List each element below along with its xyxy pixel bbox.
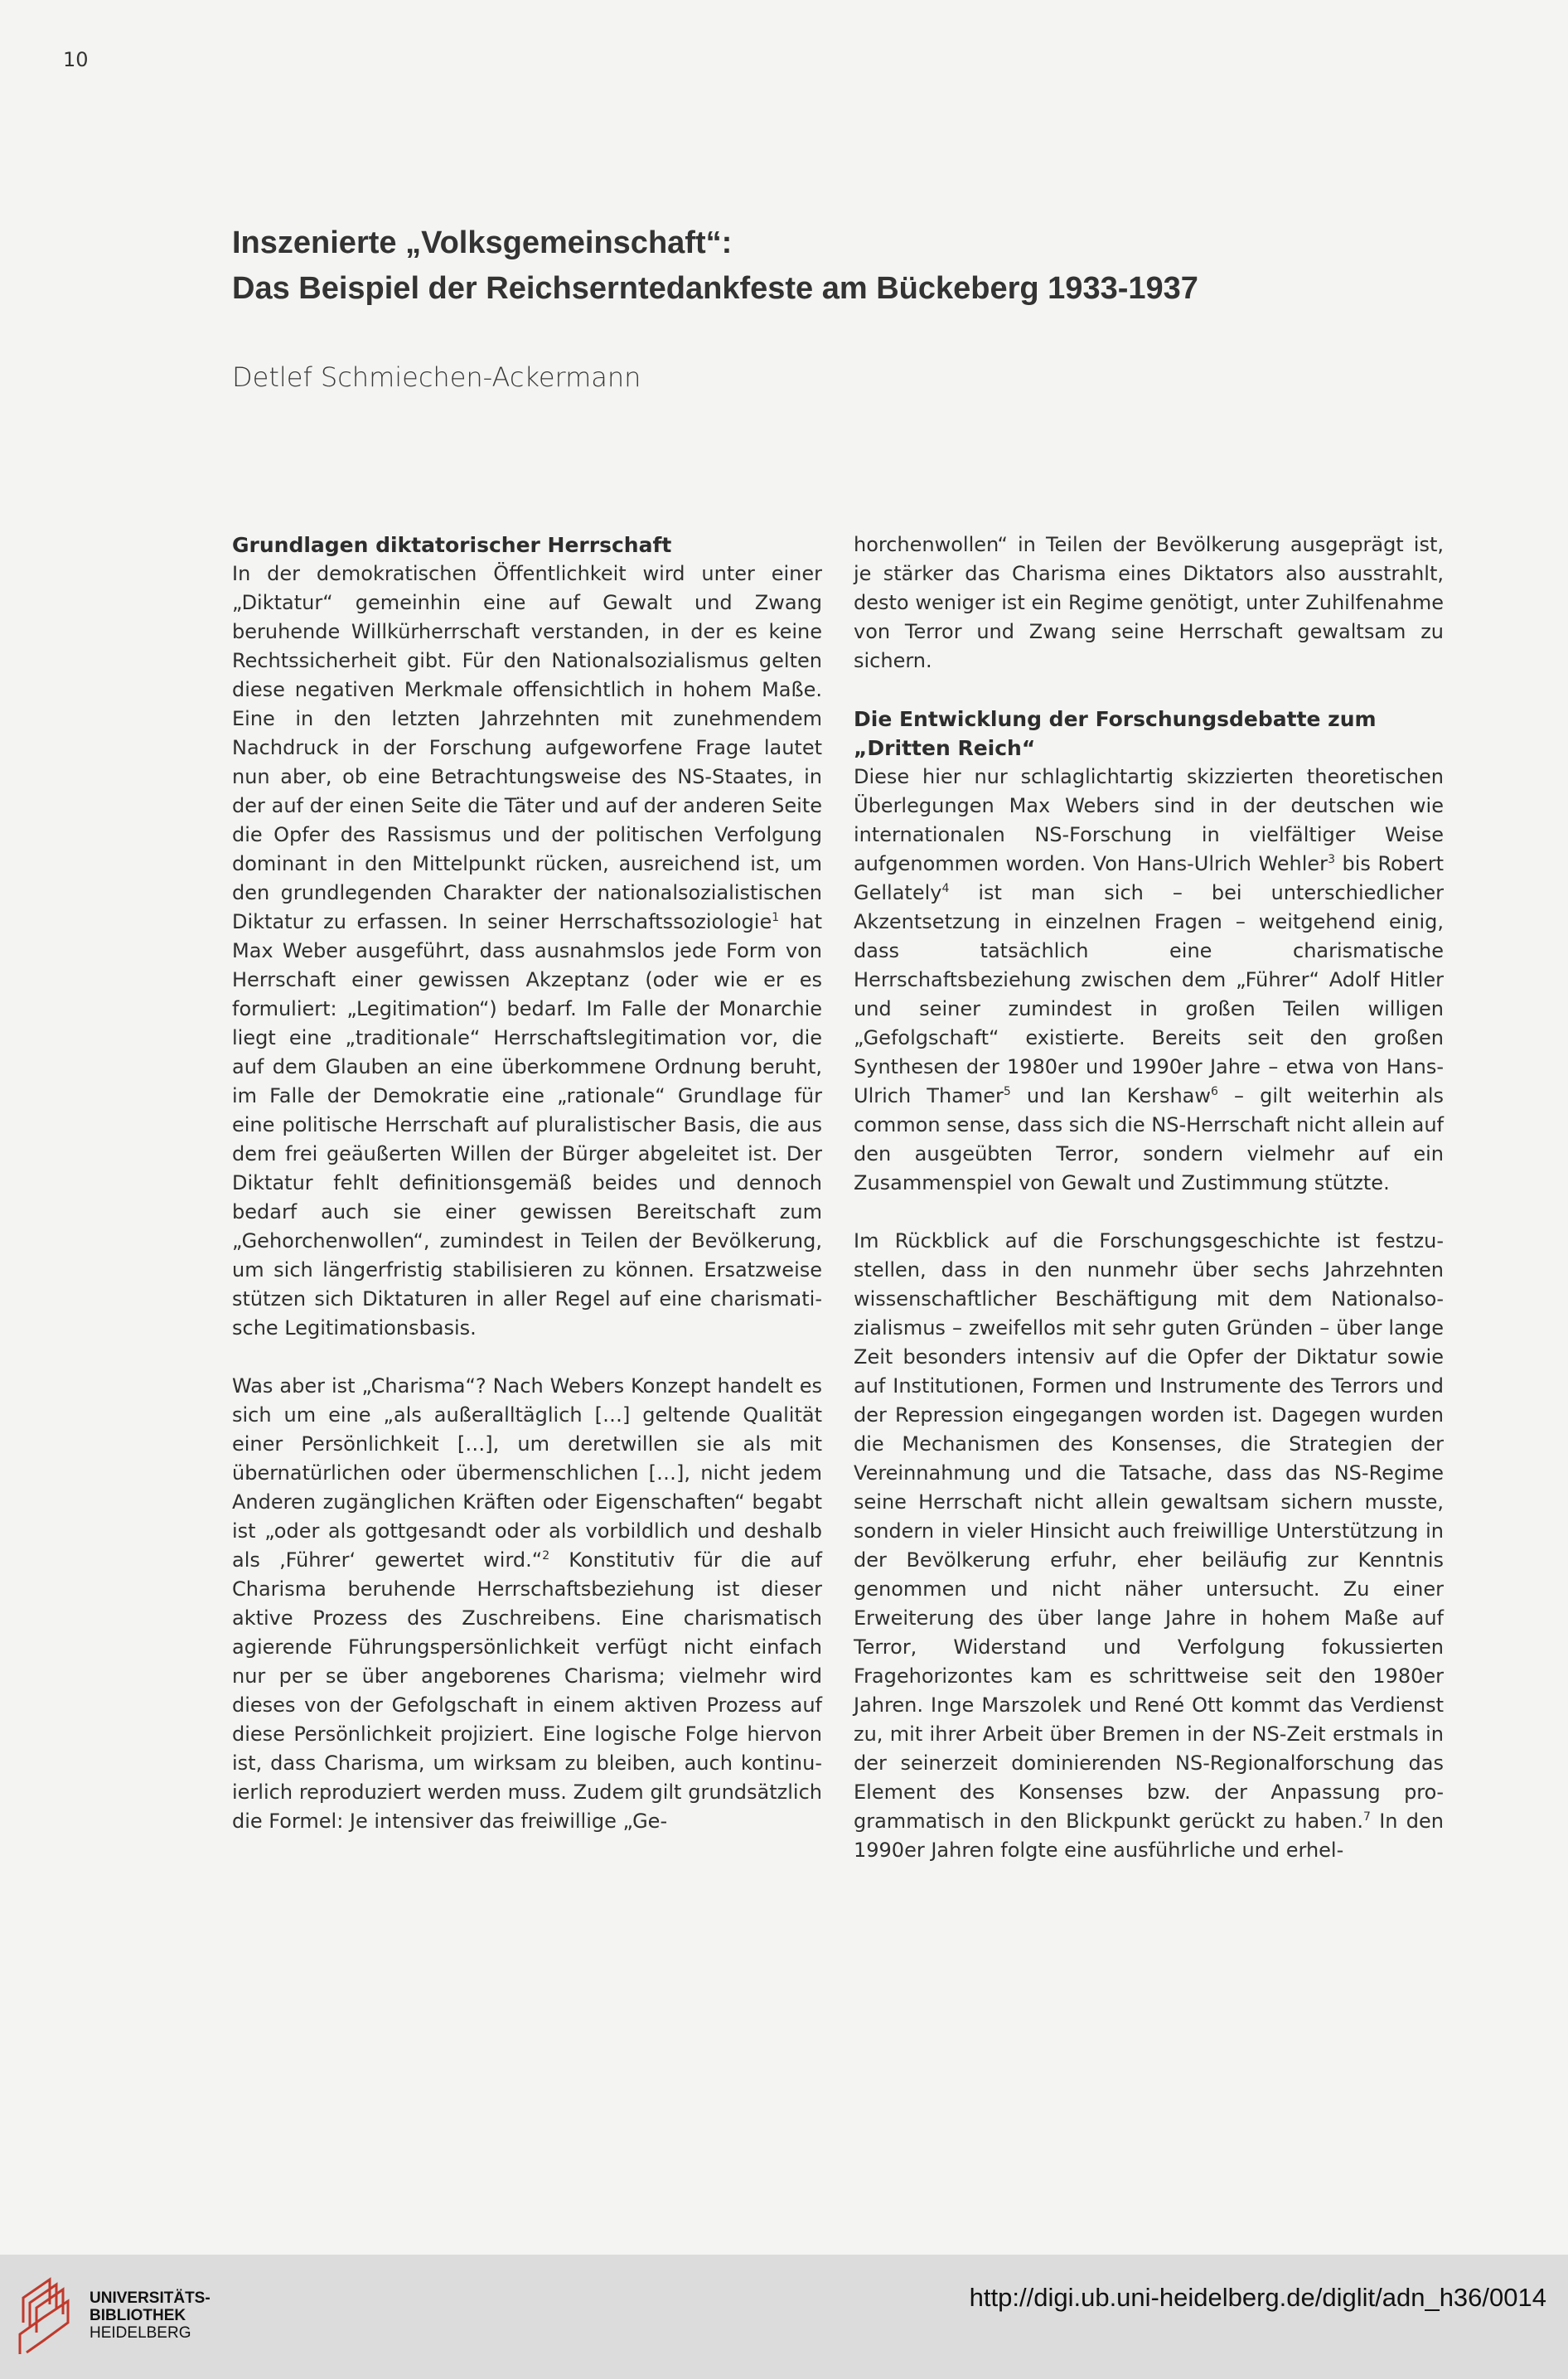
author-name: Detlef Schmiechen-Ackermann <box>232 361 641 393</box>
footer-bar <box>0 2255 1568 2379</box>
title-line-2: Das Beispiel der Reichserntedankfeste am Bückeberg 1933-1937 <box>232 271 1198 306</box>
footnote-marker: 1 <box>772 911 780 924</box>
paragraph-text: und Ian Kershaw <box>1010 1084 1211 1107</box>
section-heading: Die Entwicklung der Forschungsdebatte zum „Dritten Reich“ <box>854 707 1377 760</box>
footnote-marker: 5 <box>1003 1085 1011 1098</box>
paragraph-text: In den 1990er Jahren folgte eine ausführliche und erhel- <box>854 1810 1444 1862</box>
footnote-marker: 3 <box>1328 853 1335 866</box>
paragraph-text: Im Rückblick auf die Forschungsgeschichte ist festzustellen, dass in den nunmehr über sechs Jahrzehnten wissenschaftlicher Beschäftigung mit dem Nationalsozialismus – zweifellos mit sehr guten Gründen – über lange Zeit besonders intensiv auf die Opfer der Diktatur sowie auf Institutionen, Formen und Instrumente des Terrors und der Repression eingegangen worden ist. Dagegen wurden die Mechanismen des Konsenses, die Strategien der Vereinnahmung und die Tatsache, dass das NS-Regime seine Herrschaft nicht allein gewaltsam sichern musste, sondern in vieler Hinsicht auch freiwillige Unterstützung in der Bevölkerung erfuhr, eher beiläufig zur Kenntnis genommen und nicht näher untersucht. Zu einer Erweiterung des über lange Jahre in hohem Maße auf Terror, Widerstand und Verfolgung fokussierten Fragehorizontes kam es schrittweise seit den 1980er Jahren. Inge Marszolek und René Ott kommt das Verdienst zu, mit ihrer Arbeit über Bremen in der NS-Zeit erstmals in der seinerzeit dominierenden NS-Regionalforschung das Element des Konsenses bzw. der Anpassung programmatisch in den Blickpunkt gerückt zu haben. <box>854 1229 1444 1833</box>
logo-line: HEIDELBERG <box>90 2324 191 2342</box>
footnote-marker: 4 <box>941 882 950 895</box>
title-line-1: Inszenierte „Volksgemeinschaft“: <box>232 225 733 260</box>
library-logo-text <box>90 2289 211 2342</box>
logo-line: BIBLIOTHEK <box>90 2307 186 2324</box>
paragraph <box>854 1227 1444 1865</box>
paragraph: horchenwollen“ in Teilen der Bevölkerung ausgeprägt ist, je stärker das Charisma eines Diktators also ausstrahlt, desto weniger ist ein Regime genötigt, unter Zuhilfenahme von Terror und Zwang seine Herrschaft gewaltsam zu sichern. <box>854 533 1444 672</box>
footnote-marker: 2 <box>542 1549 550 1563</box>
library-logo-icon <box>15 2273 78 2361</box>
logo-line: UNIVERSITÄTS- <box>90 2289 211 2307</box>
article-title <box>232 220 1409 312</box>
paragraph <box>232 1372 822 1836</box>
right-column <box>854 531 1444 1865</box>
paragraph-text: Was aber ist „Charisma“? Nach Webers Konzept handelt es sich um eine „als außeralltäglich […] geltende Qualität einer Persönlichkeit […], um deretwillen sie als mit übernatürlichen oder übermenschlichen […], nicht jedem Anderen zugänglichen Kräften oder Eigenschaften“ begabt ist „oder als gottgesandt oder als vorbildlich und deshalb als ‚Führer‘ gewertet wird.“ <box>232 1374 822 1572</box>
source-url-link[interactable]: http://digi.ub.uni-heidelberg.de/diglit/adn_h36/0014 <box>969 2283 1546 2312</box>
left-column <box>232 531 822 1836</box>
footnote-marker: 6 <box>1211 1085 1218 1098</box>
paragraph-text: hat Max Weber ausgeführt, dass ausnahmslos jede Form von Herrschaft einer gewissen Akzeptanz (oder wie er es formuliert: „Legitimation“) bedarf. Im Falle der Monarchie liegt eine „traditionale“ Herrschaftslegitimation vor, die auf dem Glauben an eine überkommene Ordnung beruht, im Falle der Demokratie eine „rationale“ Grundlage für eine politische Herrschaft auf pluralistischer Basis, die aus dem frei geäußerten Willen der Bürger abgeleitet ist. Der Diktatur fehlt definitionsgemäß beides und dennoch bedarf auch sie einer gewissen Bereitschaft zum „Gehorchenwollen“, zumindest in Teilen der Bevölkerung, um sich längerfristig stabilisieren zu können. Ersatzweise stützen sich Diktaturen in aller Regel auf eine charismatische Legitimationsbasis. <box>232 910 822 1340</box>
paragraph-text: bis Robert Gellately <box>854 852 1444 904</box>
paragraph-text: Konstitutiv für die auf Charisma beruhende Herrschaftsbeziehung ist dieser aktive Prozess des Zuschreibens. Eine charismatisch agierende Führungspersönlichkeit verfügt nicht einfach nur per se über angeborenes Charisma; vielmehr wird dieses von der Gefolgschaft in einem aktiven Prozess auf diese Persönlichkeit projiziert. Eine logische Folge hiervon ist, dass Charisma, um wirksam zu bleiben, auch kontinuierlich reproduziert werden muss. Zudem gilt grundsätzlich die Formel: Je intensiver das freiwillige „Ge- <box>232 1548 822 1833</box>
section-heading: Grundlagen diktatorischer Herrschaft <box>232 533 672 557</box>
paragraph <box>232 560 822 1343</box>
paragraph-text: ist man sich – bei unterschiedlicher Akzentsetzung in einzelnen Fragen – weitgehend einig, dass tatsächlich eine charismatische Herrschaftsbeziehung zwischen dem „Führer“ Adolf Hitler und seiner zumindest in großen Teilen willigen „Gefolgschaft“ existierte. Bereits seit den großen Synthesen der 1980er und 1990er Jahre – etwa von Hans-Ulrich Thamer <box>854 881 1444 1107</box>
paragraph-text: – gilt weiterhin als common sense, dass sich die NS-Herrschaft nicht allein auf den ausgeübten Terror, sondern vielmehr auf ein Zusammenspiel von Gewalt und Zustimmung stützte. <box>854 1084 1444 1194</box>
paragraph <box>854 763 1444 1198</box>
footnote-marker: 7 <box>1363 1810 1371 1824</box>
paragraph-text: Diese hier nur schlaglichtartig skizzierten theoretischen Überlegungen Max Webers sind in der deutschen wie internationalen NS-Forschung in vielfältiger Weise aufgenommen worden. Von Hans-Ulrich Wehler <box>854 765 1444 875</box>
paragraph-text: In der demokratischen Öffentlichkeit wird unter einer „Diktatur“ gemeinhin eine auf Gewalt und Zwang beruhende Willkürherrschaft verstanden, in der es keine Rechtssicherheit gibt. Für den Nationalsozialismus gelten diese negativen Merkmale offensichtlich in hohem Maße. Eine in den letzten Jahrzehnten mit zunehmendem Nachdruck in der Forschung aufgeworfene Frage lautet nun aber, ob eine Betrachtungsweise des NS-Staates, in der auf der einen Seite die Täter und auf der anderen Seite die Opfer des Rassismus und der politischen Verfolgung dominant in den Mittelpunkt rücken, ausreichend ist, um den grundlegenden Charakter der nationalsozialistischen Diktatur zu erfassen. In seiner Herrschaftssoziologie <box>232 562 822 933</box>
page-number: 10 <box>63 48 89 71</box>
